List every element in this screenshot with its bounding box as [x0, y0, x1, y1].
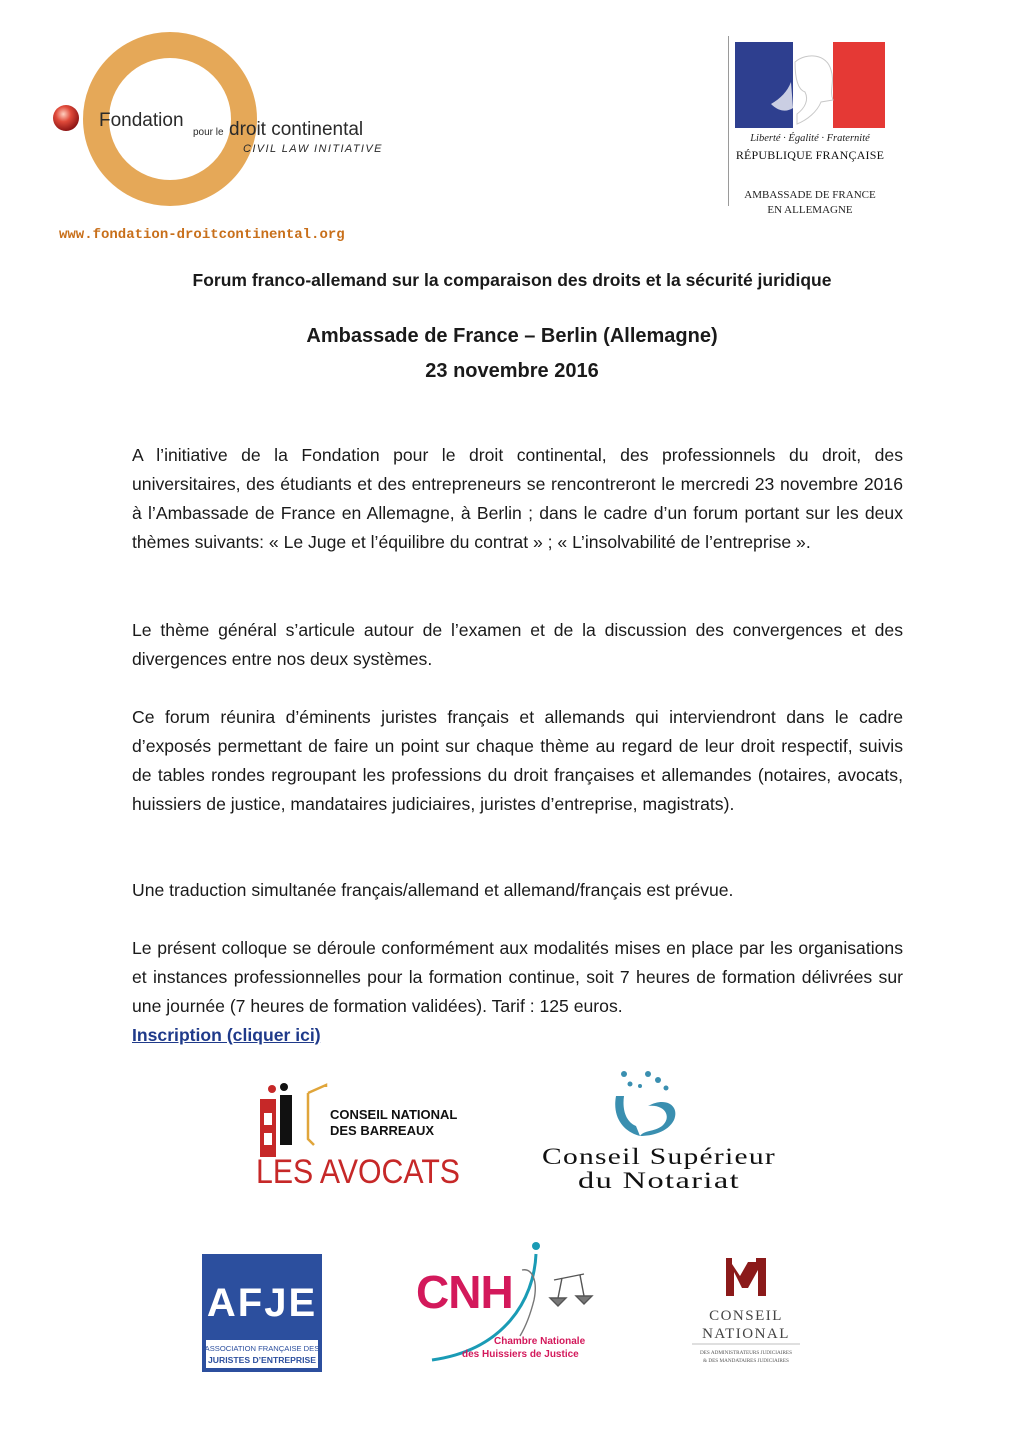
republic-motto: Liberté · Égalité · Fraternité — [750, 133, 870, 144]
notariat-emblem-icon — [615, 1071, 675, 1136]
cnajmj-logo — [686, 1254, 806, 1370]
paragraph-theme: Le thème général s’articule autour de l’examen et de la discussion des convergences et des divergences entre nos deux systèmes. — [132, 620, 903, 669]
cnb-line-1: CONSEIL NATIONAL — [330, 1107, 458, 1122]
foundation-url[interactable]: www.fondation-droitcontinental.org — [59, 227, 345, 243]
foundation-name: Fondation — [99, 110, 184, 131]
cnajmj-line-3: DES ADMINISTRATEURS JUDICIAIRES — [700, 1350, 792, 1356]
afje-line-2: JURISTES D’ENTREPRISE — [208, 1355, 316, 1365]
fondation-logo — [52, 22, 392, 222]
afje-line-1: ASSOCIATION FRANÇAISE DES — [204, 1344, 320, 1353]
event-venue: Ambassade de France – Berlin (Allemagne) — [306, 325, 718, 347]
signup-link[interactable]: Inscription (cliquer ici) — [132, 1025, 321, 1045]
cnb-line-2: DES BARREAUX — [330, 1123, 435, 1138]
paragraph-translation: Une traduction simultanée français/allemand et allemand/français est prévue. — [132, 880, 734, 900]
embassy-logo — [728, 36, 891, 216]
cnajmj-emblem-icon — [726, 1258, 766, 1296]
foundation-subtitle: CIVIL LAW INITIATIVE — [243, 143, 383, 155]
foundation-name-mid: pour le — [193, 127, 224, 138]
marianne-flag-icon — [735, 42, 885, 128]
csn-line-1: Conseil Supérieur — [542, 1144, 776, 1169]
cnhj-line-2: des Huissiers de Justice — [462, 1349, 579, 1360]
paragraph-intro: A l’initiative de la Fondation pour le droit continental, des professionnels du droit, des universitaires, des étudiants et des entrepreneurs se rencontreront le mercredi 23 novembre 2016 à l’Ambassade de France en Allemagne, à Berlin ; dans le cadre d’un forum portant sur les deux thèmes suivants: « Le Juge et l’équilibre du contrat » ; « L’insolvabilité de l’entreprise ». — [132, 445, 903, 552]
foundation-name-end: droit continental — [229, 119, 364, 140]
embassy-line-1: AMBASSADE DE FRANCE — [744, 189, 876, 201]
embassy-line-2: EN ALLEMAGNE — [767, 204, 853, 216]
forum-title: Forum franco-allemand sur la comparaison des droits et la sécurité juridique — [192, 270, 832, 290]
cnhj-logo — [414, 1240, 594, 1366]
csn-line-2: du Notariat — [578, 1168, 740, 1193]
cnhj-acronym: CNH — [416, 1266, 513, 1318]
cnajmj-line-2: NATIONAL — [702, 1326, 790, 1342]
paragraph-training: Le présent colloque se déroule conformément aux modalités mises en place par les organisations et instances professionnelles pour la formation continue, soit 7 heures de formation délivrées sur une journée (7 heures de formation validées). Tarif : 125 euros. — [132, 938, 903, 1016]
event-date: 23 novembre 2016 — [425, 360, 599, 382]
avocats-building-icon — [260, 1083, 292, 1157]
afje-logo — [202, 1254, 322, 1372]
paragraph-program: Ce forum réunira d’éminents juristes français et allemands qui interviendront dans le cadre d’exposés permettant de faire un point sur chaque thème au regard de leur droit respectif, suivis de tables rondes regroupant les professions du droit françaises et allemandes (notaires, avocats, huissiers de justice, mandataires judiciaires, juristes d’entreprise, magistrats). — [132, 707, 903, 814]
afje-acronym: AFJE — [206, 1281, 318, 1325]
cnajmj-line-1: CONSEIL — [709, 1308, 783, 1324]
cnb-line-3: LES AVOCATS — [256, 1153, 460, 1191]
csn-notariat-logo — [540, 1066, 780, 1206]
cnajmj-line-4: & DES MANDATAIRES JUDICIAIRES — [703, 1358, 789, 1364]
republic-name: RÉPUBLIQUE FRANÇAISE — [735, 148, 885, 162]
logo-dot — [53, 105, 79, 131]
cnb-avocats-logo — [256, 1083, 464, 1191]
cnhj-line-1: Chambre Nationale — [494, 1336, 586, 1347]
embassy-name — [729, 188, 891, 218]
